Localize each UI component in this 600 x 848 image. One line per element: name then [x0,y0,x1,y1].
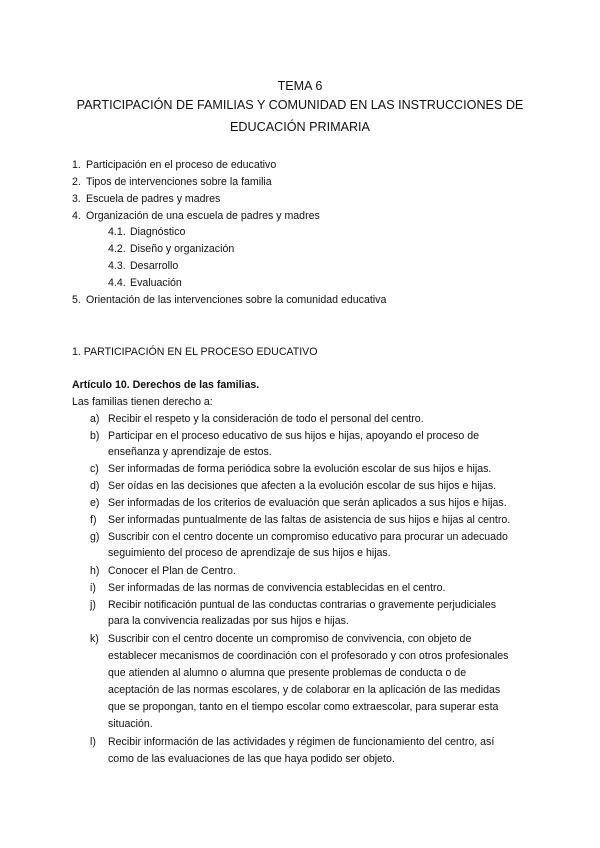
list-item-letter: i) [90,582,96,594]
list-item-text: Ser oídas en las decisiones que afecten a la evolución escolar de sus hijos e hijas. [108,480,497,492]
list-item-text: Recibir el respeto y la consideración de todo el personal del centro. [108,413,424,425]
toc-item: 2. Tipos de intervenciones sobre la familia [72,176,272,188]
list-item-text: para la convivencia realizadas por sus hijos e hijas. [108,615,349,627]
list-item-letter: b) [90,430,100,442]
toc-subitem: 4.2. Diseño y organización [108,243,235,255]
list-item-text: establecer mecanismos de coordinación con el profesorado y con otros profesionales [108,650,509,662]
list-item-text: Participar en el proceso educativo de sus hijos e hijas, apoyando el proceso de [108,430,480,442]
list-item-text: Ser informadas puntualmente de las faltas de asistencia de sus hijos e hijas al centro. [108,514,511,526]
list-item-text: que se propongan, tanto en el tiempo escolar como extraescolar, para superar esta [108,701,499,713]
toc-subitem: 4.3. Desarrollo [108,260,179,272]
list-item-text: como de las evaluaciones de las que haya podido ser objeto. [108,753,395,765]
list-item-letter: d) [90,480,100,492]
list-item-letter: c) [90,463,99,475]
list-item-text: Suscribir con el centro docente un compromiso de convivencia, con objeto de [108,633,472,645]
section-heading: 1. PARTICIPACIÓN EN EL PROCESO EDUCATIVO [72,346,318,358]
list-item-text: Conocer el Plan de Centro. [108,565,236,577]
document-title-line-1: PARTICIPACIÓN DE FAMILIAS Y COMUNIDAD EN LAS INSTRUCCIONES DE [76,98,524,112]
list-item-text: Ser informadas de los criterios de evaluación que serán aplicados a sus hijos e hijas. [108,497,507,509]
toc-subitem: 4.4. Evaluación [108,277,182,289]
toc-item: 1. Participación en el proceso de educativo [72,159,277,171]
list-item-text: Ser informadas de forma periódica sobre la evolución escolar de sus hijos e hijas. [108,463,492,475]
list-item-text: que atienden al alumno o alumna que presente problemas de conducta o de [108,667,467,679]
list-item-letter: f) [90,514,97,526]
toc-item: 4. Organización de una escuela de padres y madres [72,210,320,222]
list-item-letter: a) [90,413,100,425]
list-item-letter: e) [90,497,100,509]
toc-item: 3. Escuela de padres y madres [72,193,221,205]
list-item-text: Recibir notificación puntual de las conductas contrarias o gravemente perjudiciales [108,599,497,611]
article-title: Artículo 10. Derechos de las familias. [72,379,260,391]
document-title-line-2: EDUCACIÓN PRIMARIA [230,120,370,134]
list-item-letter: k) [90,633,99,645]
list-item-text: aceptación de las normas escolares, y de colaborar en la aplicación de las medidas [108,684,501,696]
list-item-text: situación. [108,718,153,730]
topic-number: TEMA 6 [277,79,323,93]
toc-item: 5. Orientación de las intervenciones sobre la comunidad educativa [72,294,387,306]
article-intro: Las familias tienen derecho a: [72,396,213,408]
list-item-text: Ser informadas de las normas de convivencia establecidas en el centro. [108,582,446,594]
list-item-text: Suscribir con el centro docente un compromiso educativo para procurar un adecuado [108,531,508,543]
list-item-letter: h) [90,565,100,577]
list-item-letter: j) [90,599,96,611]
list-item-text: enseñanza y aprendizaje de estos. [108,446,272,458]
list-item-text: seguimiento del proceso de aprendizaje de sus hijos e hijas. [108,547,391,559]
toc-subitem: 4.1. Diagnóstico [108,226,186,238]
list-item-letter: l) [90,736,96,748]
list-item-text: Recibir información de las actividades y régimen de funcionamiento del centro, así [108,736,495,748]
list-item-letter: g) [90,531,100,543]
